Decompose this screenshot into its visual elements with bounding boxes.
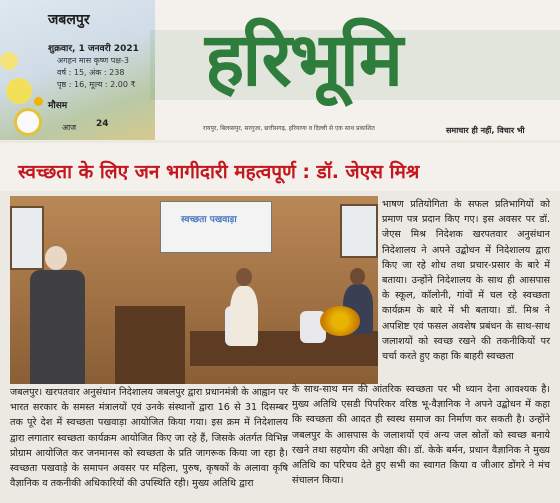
weather-label: मौसम: [48, 101, 68, 111]
dateline: शुक्रवार, 1 जनवरी 2021: [48, 44, 139, 54]
speaker-head: [45, 246, 67, 270]
masthead: [0, 0, 560, 140]
speaker-body: [30, 270, 85, 384]
sun-icon: [34, 97, 43, 106]
flower-bouquet: [320, 306, 360, 336]
speaker-figure: [30, 246, 85, 384]
calendar-line: वर्ष : 15, अंक : 238: [57, 68, 125, 77]
podium: [115, 306, 185, 384]
article-bottom-right-column: के साथ-साथ मन की आंतरिक स्वच्छता पर भी ध्यान देना आवश्यक है। मुख्य अतिथि एसडी पिपरिकर वरिष्ठ भू-वैज्ञानिक ने अपने उद्बोधन में कहा कि स्वच्छता की आदत ही स्वस्थ समाज का निर्माण कर सकती है। उन्होंने जबलपुर के आसपास के जलाशयों एवं अन्य जल स्रोतों को स्वच्छ बनाये रखने तथा सहयोग की अपेक्षा की। डॉ. केके बर्मन, प्रधान वैज्ञानिक ने मुख्य अतिथि का परिचय देते हुए सभी का स्वागत किया व जीआर डोंगरे ने मंच संचालन किया।: [292, 384, 550, 487]
dais-table: [190, 331, 378, 366]
photo-window: [340, 204, 378, 258]
temperature: 24: [96, 119, 109, 129]
seated-person: [230, 286, 258, 346]
edition-city: जबलपुर: [48, 12, 90, 28]
calendar-line: अगहन मास कृष्ण पक्ष-3: [57, 56, 129, 65]
seated-person-head: [236, 268, 252, 286]
article-right-column: भाषण प्रतियोगिता के सफल प्रतिभागियों को प्रमाण पत्र प्रदान किए गए। इस अवसर पर डॉ. जेएस मिश्र निदेशक खरपतवार अनुसंधान निदेशालय ने अपने उद्बोधन में निदेशालय द्वारा किए जा रहे शोध तथा प्रचार-प्रसार के बारे में बताया। उन्होंने निदेशालय के साथ ही आसपास के स्कूल, कॉलोनी, गांवों में चल रहे स्वच्छता कार्यक्रम के बारे में भी बताया। डॉ. मिश्र ने अपशिष्ट एवं फसल अवशेष प्रबंधन के साथ-साथ जलाशयों को स्वच्छ रखने की तकनीकियों पर चर्चा करते हुए कहा कि बाहरी स्वच्छता: [382, 199, 550, 363]
tagline: समाचार ही नहीं, विचार भी: [446, 126, 525, 135]
flower-decoration: [0, 52, 18, 70]
article-left-column: जबलपुर। खरपतवार अनुसंधान निदेशालय जबलपुर द्वारा प्रधानमंत्री के आह्वान पर भारत सरकार के समस्त मंत्रालयों एवं उनके संस्थानों द्वारा 16 से 31 दिसम्बर तक पूरे देश में स्वच्छता पखवाड़ा आयोजित किया गया। इस क्रम में निदेशालय द्वारा लगातार स्वच्छता कार्यक्रम आयोजित किए जा रहे हैं, जिसके अंतर्गत विभिन्न प्रोग्राम आयोजित कर जनमानस को स्वच्छता के प्रति जागरूक किया जा रहा है। स्वच्छता पखवाड़े के समापन अवसर पर महिला, पुरुष, कृषकों के अलावा कृषि वैज्ञानिक व तकनीकी अधिकारियों की उपस्थिति रही। मुख्य अतिथि द्वारा: [10, 387, 288, 490]
event-photo: [10, 196, 378, 384]
seated-person-head: [350, 268, 365, 285]
headline: स्वच्छता के लिए जन भागीदारी महत्वपूर्ण : डॉ. जेएस मिश्र: [18, 161, 420, 183]
swachhta-banner: [160, 201, 272, 253]
flower-decoration: [6, 78, 32, 104]
banner-title: स्वच्छता पखवाड़ा: [181, 215, 237, 225]
flower-decoration: [14, 108, 42, 136]
editions-line: रायपुर, बिलासपुर, सरगुजा, छत्तीसगढ़, हरियाणा व दिल्ली से एक साथ प्रकाशित: [203, 125, 375, 132]
newspaper-logo: हरिभूमि: [205, 17, 402, 103]
today-label: आज: [62, 123, 77, 132]
calendar-line: पृष्ठ : 16, मूल्य : 2.00 ₹: [57, 80, 136, 89]
